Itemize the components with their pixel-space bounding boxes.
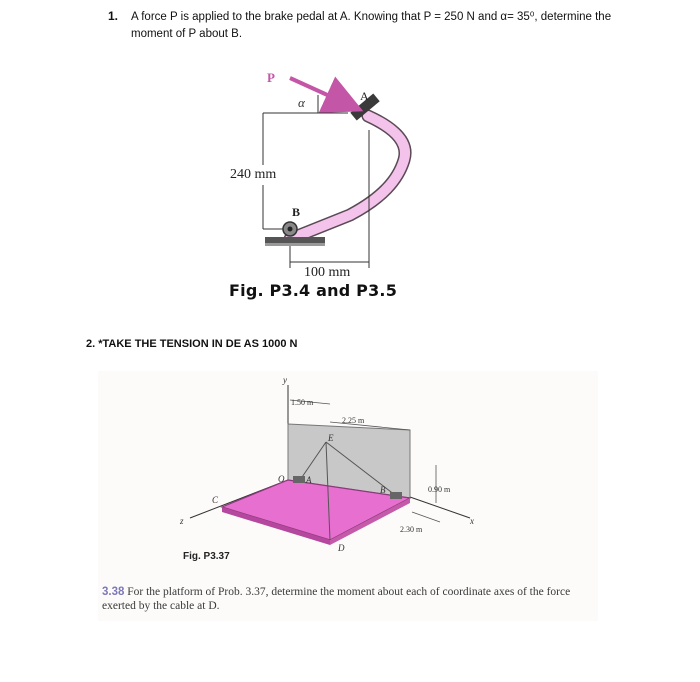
label-b: B [292, 205, 301, 219]
question-1-text: A force P is applied to the brake pedal at A. Knowing that P = 250 N and α= 35⁰, determine the moment of P about B. [131, 11, 612, 40]
fig2-label-o: O [278, 474, 285, 484]
fig2-label-x: x [470, 516, 474, 526]
fig2-label-c: C [212, 495, 219, 505]
figure-2-caption: Fig. P3.37 [183, 551, 230, 562]
dim-100-label: 100 mm [304, 265, 351, 280]
fig2-label-z: z [180, 516, 184, 526]
label-p: P [267, 70, 275, 85]
dim-225-label: 2.25 m [342, 416, 365, 425]
fig2-label-d: D [338, 543, 345, 553]
fig2-label-a: A [306, 475, 312, 485]
fig2-label-b: B [380, 485, 386, 495]
figure-1-caption: Fig. P3.4 and P3.5 [229, 281, 398, 300]
problem-3-38 [102, 585, 597, 613]
dim-240-label: 240 mm [230, 167, 277, 182]
label-alpha: α [298, 95, 305, 110]
fig2-label-y: y [283, 375, 287, 385]
fig2-label-e: E [328, 433, 334, 443]
dim-150-label: 1.50 m [291, 398, 314, 407]
problem-text: For the platform of Prob. 3.37, determine the moment about each of coordinate axes of the force exerted by the cable at D. [102, 586, 571, 612]
dim-230-label: 2.30 m [400, 525, 423, 534]
label-a: A [360, 89, 369, 103]
dim-090-label: 0.90 m [428, 485, 451, 494]
question-1-number: 1. [108, 9, 119, 23]
problem-number: 3.38 [102, 586, 125, 598]
question-2-text: 2. *TAKE THE TENSION IN DE AS 1000 N [86, 338, 298, 350]
